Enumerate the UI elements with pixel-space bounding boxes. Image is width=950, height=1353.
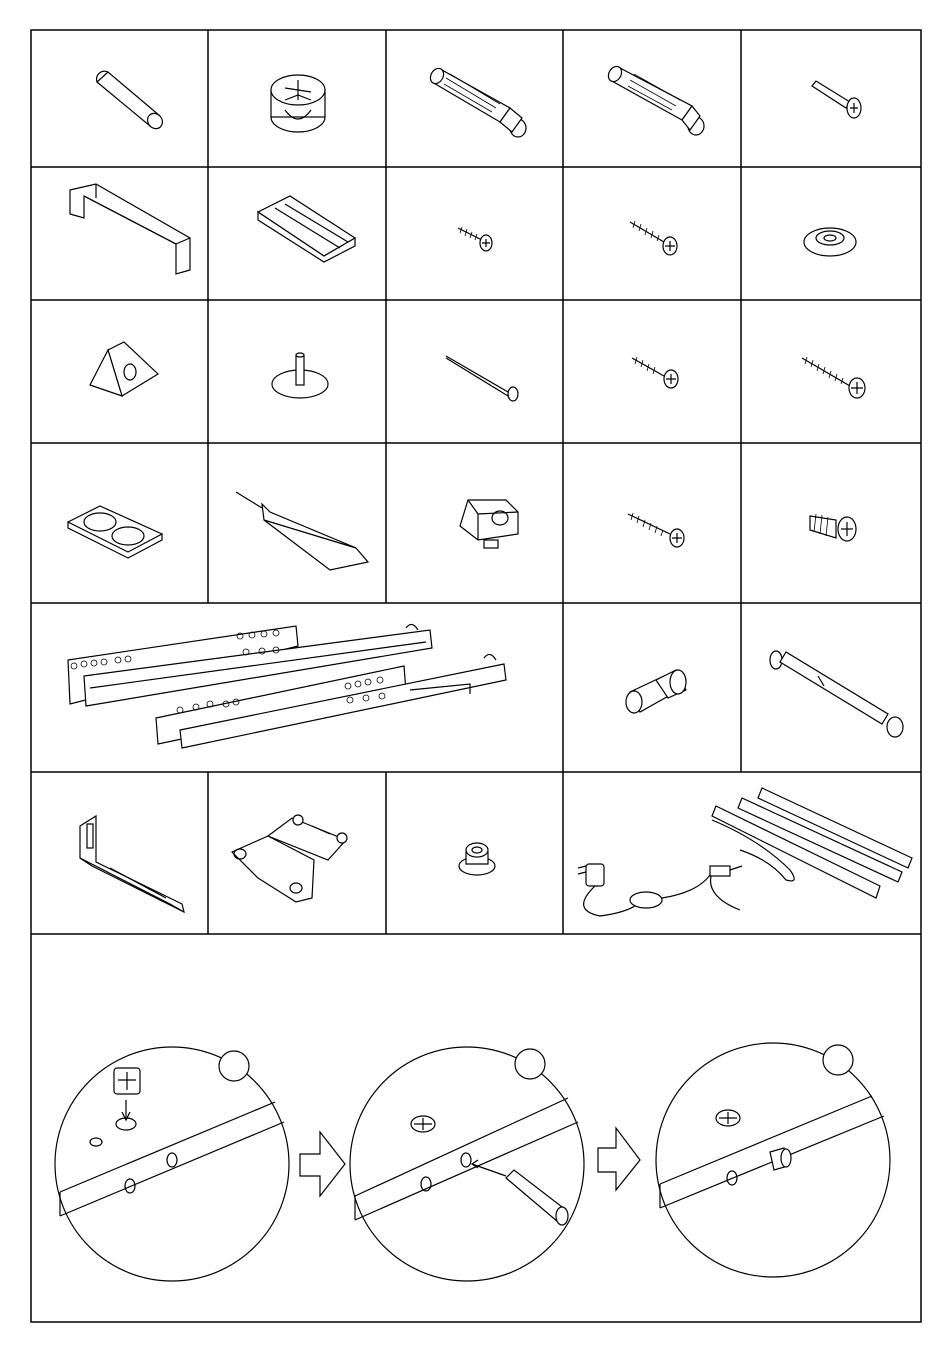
screw-short-icon (632, 357, 678, 388)
cam-bolt-icon (812, 81, 861, 118)
plastic-dowel-short-icon (606, 64, 704, 135)
glue-bottle-icon (236, 492, 368, 570)
next-arrow-1 (300, 1132, 345, 1196)
drawer-runners-icon (68, 624, 506, 748)
step-tighten-cam-icon (350, 1047, 584, 1281)
led-kit-icon (578, 788, 912, 916)
next-arrow-2 (598, 1128, 640, 1190)
washer-icon (804, 228, 856, 256)
wooden-dowel-icon (96, 71, 165, 131)
stopper-icon (459, 843, 495, 875)
handle-icon (70, 184, 190, 274)
hinge-icon (232, 815, 347, 902)
screw-medium-icon (630, 221, 677, 255)
euro-screw-icon (810, 514, 856, 541)
catch-icon (460, 500, 518, 548)
connector-bolt-icon (770, 651, 903, 737)
shelf-pin-icon (626, 670, 686, 713)
felt-pads-icon (68, 506, 162, 558)
shelf-support-pin-icon (272, 353, 328, 398)
corner-bracket-icon (90, 342, 158, 396)
screw-medium-2-icon (628, 513, 684, 547)
screw-small-icon (458, 227, 492, 251)
step-finished-cam-icon (656, 1043, 890, 1277)
step-insert-cam-icon (55, 1047, 289, 1281)
plastic-dowel-long-icon (428, 66, 526, 137)
cam-lock-icon (271, 75, 325, 132)
angle-bracket-icon (80, 816, 184, 912)
nail-icon (446, 356, 518, 401)
screw-long-icon (802, 357, 865, 398)
mounting-plate-icon (258, 196, 355, 262)
